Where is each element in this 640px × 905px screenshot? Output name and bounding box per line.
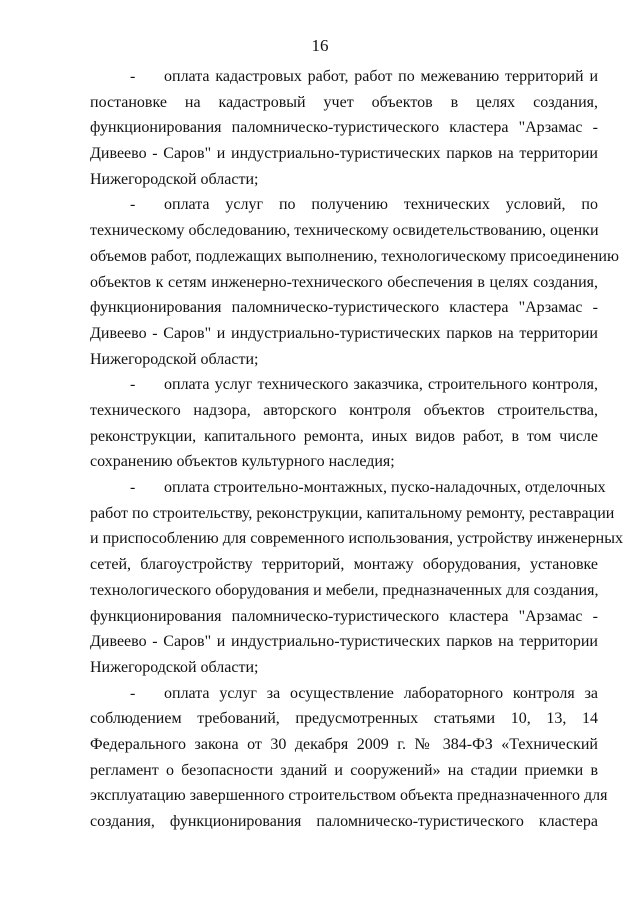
bullet-dash: -	[130, 684, 136, 702]
text-line: постановке на кадастровый учет объектов в целях создания,	[90, 93, 598, 111]
list-item	[90, 475, 623, 681]
list-item-first-line	[90, 192, 598, 218]
text-line: Нижегородской области;	[90, 170, 259, 188]
bullet-dash: -	[130, 479, 136, 497]
list-item	[90, 681, 608, 835]
text-line: Дивеево - Саров" и индустриально-туристических парков на территории	[90, 633, 598, 651]
text-line: техническому обследованию, техническому освидетельствованию, оценки	[90, 222, 599, 240]
text-line: и приспособлению для современного использования, устройству инженерных	[90, 530, 623, 548]
list-item	[90, 192, 619, 372]
text-line: соблюдением требований, предусмотренных статьями 10, 13, 14	[90, 710, 598, 728]
page-number: 16	[311, 36, 329, 55]
text-line: создания, функционирования паломническо-туристического кластера	[90, 813, 598, 831]
list-item	[90, 64, 598, 192]
list-item-first-line	[90, 475, 606, 501]
text-line: оплата услуг за осуществление лабораторного контроля за	[164, 684, 598, 702]
text-line: функционирования паломническо-туристического кластера "Арзамас -	[90, 607, 598, 625]
text-line: Федерального закона от 30 декабря 2009 г. № 384-ФЗ «Технический	[90, 735, 598, 753]
text-line: функционирования паломническо-туристического кластера "Арзамас -	[90, 119, 598, 137]
text-line: функционирования паломническо-туристического кластера "Арзамас -	[90, 299, 598, 317]
text-line: Дивеево - Саров" и индустриально-туристических парков на территории	[90, 324, 598, 342]
list-item-first-line	[90, 64, 598, 90]
document-body	[90, 64, 623, 835]
text-line: работ по строительству, реконструкции, капитальному ремонту, реставрации	[90, 504, 615, 522]
list-item	[90, 372, 598, 475]
text-line: реконструкции, капитального ремонта, иных видов работ, в том числе	[90, 427, 598, 445]
text-line: оплата услуг технического заказчика, строительного контроля,	[164, 376, 598, 394]
text-line: технического надзора, авторского контроля объектов строительства,	[90, 401, 598, 419]
text-line: Нижегородской области;	[90, 658, 259, 676]
text-line: объектов к сетям инженерно-технического обеспечения в целях создания,	[90, 273, 598, 291]
text-line: Нижегородской области;	[90, 350, 259, 368]
text-line: оплата кадастровых работ, работ по межеванию территорий и	[164, 68, 598, 85]
list-item-first-line	[90, 681, 598, 707]
text-line: технологического оборудования и мебели, предназначенных для создания,	[90, 581, 599, 599]
bullet-dash: -	[130, 376, 136, 394]
bullet-dash: -	[130, 196, 136, 214]
list-item-first-line	[90, 372, 598, 398]
text-line: объемов работ, подлежащих выполнению, технологическому присоединению	[90, 247, 619, 265]
text-line: оплата услуг по получению технических условий, по	[164, 196, 598, 214]
text-line: сохранению объектов культурного наследия;	[90, 453, 395, 471]
text-line: оплата строительно-монтажных, пуско-наладочных, отделочных	[164, 479, 606, 497]
text-line: Дивеево - Саров" и индустриально-туристических парков на территории	[90, 145, 598, 163]
bullet-dash: -	[130, 68, 136, 85]
text-line: эксплуатацию завершенного строительством объекта предназначенного для	[90, 787, 608, 805]
text-line: регламент о безопасности зданий и сооружений» на стадии приемки в	[90, 761, 598, 779]
text-line: сетей, благоустройству территорий, монтажу оборудования, установке	[90, 556, 598, 574]
